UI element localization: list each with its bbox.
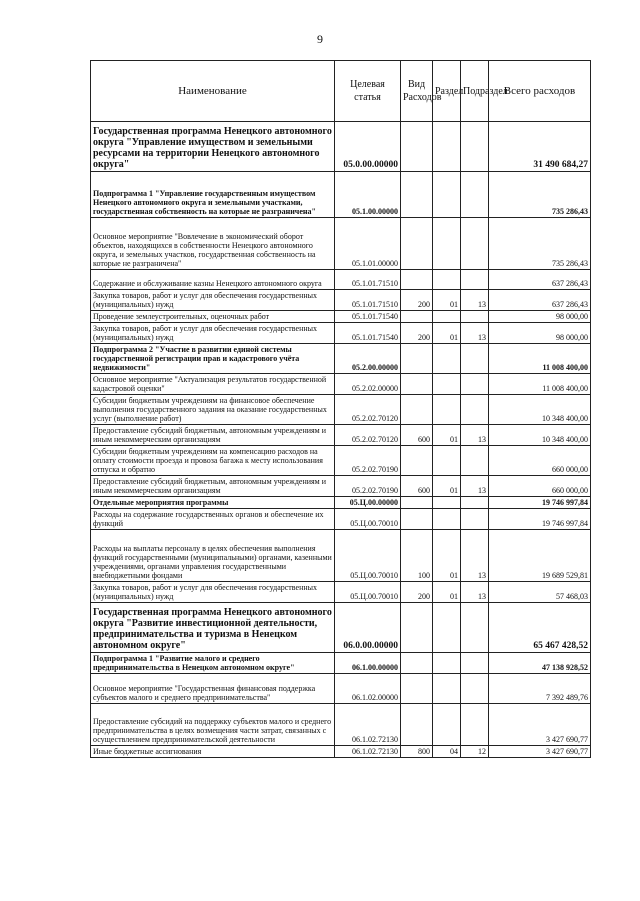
cell-podrazdel [461,653,489,674]
cell-vid: 200 [401,582,433,603]
cell-razdel: 01 [433,323,461,344]
budget-table [90,60,591,758]
table-row [91,746,591,758]
cell-code: 06.0.00.00000 [335,603,401,653]
cell-name: Государственная программа Ненецкого автономного округа "Управление имуществом и земельными ресурсами на территории Ненецкого автономного округа" [91,122,335,172]
cell-razdel [433,374,461,395]
header-vid: Вид Расходов [401,61,433,122]
table-row [91,425,591,446]
cell-name: Проведение землеустроительных, оценочных работ [91,311,335,323]
cell-podrazdel [461,704,489,746]
cell-vid [401,122,433,172]
cell-code: 06.1.02.72130 [335,746,401,758]
cell-vid [401,674,433,704]
cell-total: 660 000,00 [489,446,591,476]
cell-total: 637 286,43 [489,290,591,311]
cell-code: 05.2.02.70190 [335,446,401,476]
cell-name: Закупка товаров, работ и услуг для обеспечения государственных (муниципальных) нужд [91,323,335,344]
cell-podrazdel [461,270,489,290]
table-row [91,290,591,311]
cell-total: 10 348 400,00 [489,395,591,425]
header-total: Всего расходов [489,61,591,122]
cell-razdel [433,311,461,323]
cell-vid: 800 [401,746,433,758]
cell-code: 05.1.01.71540 [335,311,401,323]
cell-code: 05.2.02.70120 [335,395,401,425]
cell-code: 05.2.02.70190 [335,476,401,497]
cell-total: 65 467 428,52 [489,603,591,653]
cell-total: 19 746 997,84 [489,497,591,509]
table-header-row [91,61,591,122]
cell-total: 637 286,43 [489,270,591,290]
cell-code: 05.2.00.00000 [335,344,401,374]
cell-razdel [433,704,461,746]
cell-razdel [433,122,461,172]
cell-razdel [433,270,461,290]
cell-name: Отдельные мероприятия программы [91,497,335,509]
cell-razdel: 04 [433,746,461,758]
cell-total: 11 008 400,00 [489,374,591,395]
cell-name: Расходы на содержание государственных органов и обеспечение их функций [91,509,335,530]
cell-razdel [433,497,461,509]
cell-name: Предоставление субсидий бюджетным, автономным учреждениям и иным некоммерческим организациям [91,476,335,497]
cell-name: Закупка товаров, работ и услуг для обеспечения государственных (муниципальных) нужд [91,582,335,603]
cell-podrazdel [461,446,489,476]
cell-razdel [433,603,461,653]
cell-total: 10 348 400,00 [489,425,591,446]
cell-total: 660 000,00 [489,476,591,497]
cell-vid: 600 [401,425,433,446]
cell-razdel [433,509,461,530]
cell-code: 05.1.00.00000 [335,172,401,218]
table-row [91,218,591,270]
cell-vid [401,395,433,425]
table-row [91,270,591,290]
cell-podrazdel [461,674,489,704]
cell-vid [401,704,433,746]
cell-podrazdel [461,122,489,172]
cell-name: Субсидии бюджетным учреждениям на финансовое обеспечение выполнения государственного задания на оказание государственных услуг (выполнение работ) [91,395,335,425]
cell-code: 05.1.01.71540 [335,323,401,344]
cell-total: 735 286,43 [489,218,591,270]
cell-total: 735 286,43 [489,172,591,218]
cell-code: 05.Ц.00.70010 [335,582,401,603]
cell-vid [401,270,433,290]
cell-name: Содержание и обслуживание казны Ненецкого автономного округа [91,270,335,290]
cell-name: Предоставление субсидий бюджетным, автономным учреждениям и иным некоммерческим организациям [91,425,335,446]
cell-name: Государственная программа Ненецкого автономного округа "Развитие инвестиционной деятельности, предпринимательства и туризма в Ненецком автономном округе" [91,603,335,653]
cell-razdel [433,344,461,374]
cell-code: 05.1.01.00000 [335,218,401,270]
cell-vid [401,311,433,323]
cell-razdel [433,674,461,704]
cell-podrazdel [461,395,489,425]
cell-vid [401,509,433,530]
cell-razdel [433,395,461,425]
cell-razdel: 01 [433,425,461,446]
cell-name: Подпрограмма 1 "Развитие малого и среднего предпринимательства в Ненецком автономном округе" [91,653,335,674]
cell-code: 05.Ц.00.70010 [335,530,401,582]
header-name: Наименование [91,61,335,122]
cell-podrazdel [461,311,489,323]
cell-podrazdel [461,603,489,653]
cell-total: 7 392 489,76 [489,674,591,704]
cell-razdel [433,653,461,674]
cell-total: 47 138 928,52 [489,653,591,674]
cell-total: 3 427 690,77 [489,746,591,758]
cell-name: Основное мероприятие "Актуализация результатов государственной кадастровой оценки" [91,374,335,395]
table-row [91,476,591,497]
cell-vid [401,344,433,374]
cell-podrazdel [461,344,489,374]
cell-razdel: 01 [433,530,461,582]
cell-code: 06.1.02.00000 [335,674,401,704]
cell-razdel: 01 [433,582,461,603]
cell-vid [401,653,433,674]
page-number: 9 [317,32,323,46]
cell-razdel [433,172,461,218]
cell-total: 31 490 684,27 [489,122,591,172]
cell-code: 05.Ц.00.00000 [335,497,401,509]
cell-vid [401,218,433,270]
cell-code: 05.2.02.00000 [335,374,401,395]
cell-podrazdel [461,374,489,395]
cell-total: 19 746 997,84 [489,509,591,530]
cell-podrazdel: 13 [461,323,489,344]
cell-razdel [433,218,461,270]
cell-podrazdel: 13 [461,425,489,446]
table-row [91,674,591,704]
cell-total: 98 000,00 [489,311,591,323]
cell-podrazdel: 13 [461,530,489,582]
table-row [91,603,591,653]
cell-code: 05.1.01.71510 [335,270,401,290]
cell-razdel: 01 [433,476,461,497]
cell-total: 19 689 529,81 [489,530,591,582]
table-row [91,582,591,603]
cell-name: Основное мероприятие "Вовлечение в экономический оборот объектов, находящихся в собственности Ненецкого автономного округа, и земельных участков, государственная собственность на которые не разграничена" [91,218,335,270]
table-row [91,172,591,218]
cell-podrazdel: 12 [461,746,489,758]
table-row [91,395,591,425]
cell-code: 05.Ц.00.70010 [335,509,401,530]
cell-name: Подпрограмма 2 "Участие в развитии единой системы государственной регистрации прав и кадастрового учёта недвижимости" [91,344,335,374]
cell-podrazdel [461,218,489,270]
table-row [91,530,591,582]
cell-podrazdel [461,497,489,509]
cell-code: 06.1.02.72130 [335,704,401,746]
cell-razdel [433,446,461,476]
cell-name: Предоставление субсидий на поддержку субъектов малого и среднего предпринимательства в целях возмещения части затрат, связанных с осуществлением предпринимательской деятельности [91,704,335,746]
header-podrazdel: Подраздел [461,61,489,122]
cell-podrazdel [461,509,489,530]
cell-vid: 200 [401,290,433,311]
cell-podrazdel [461,172,489,218]
cell-vid: 600 [401,476,433,497]
cell-code: 05.2.02.70120 [335,425,401,446]
cell-total: 3 427 690,77 [489,704,591,746]
table-row [91,374,591,395]
cell-code: 05.1.01.71510 [335,290,401,311]
table-row [91,704,591,746]
table-row [91,323,591,344]
cell-vid [401,446,433,476]
cell-razdel: 01 [433,290,461,311]
cell-code: 06.1.00.00000 [335,653,401,674]
cell-podrazdel: 13 [461,582,489,603]
cell-podrazdel: 13 [461,476,489,497]
cell-name: Расходы на выплаты персоналу в целях обеспечения выполнения функций государственными (муниципальными) органами, казенными учреждениями, органами управления государственными внебюджетными фондами [91,530,335,582]
cell-total: 98 000,00 [489,323,591,344]
header-code: Целевая статья [335,61,401,122]
table-row [91,509,591,530]
cell-vid: 100 [401,530,433,582]
cell-total: 11 008 400,00 [489,344,591,374]
cell-vid [401,172,433,218]
table-row [91,653,591,674]
cell-name: Основное мероприятие "Государственная финансовая поддержка субъектов малого и среднего предпринимательства" [91,674,335,704]
table-row [91,311,591,323]
cell-name: Субсидии бюджетным учреждениям на компенсацию расходов на оплату стоимости проезда и провоза багажа к месту использования отпуска и обратно [91,446,335,476]
table-row [91,497,591,509]
cell-name: Закупка товаров, работ и услуг для обеспечения государственных (муниципальных) нужд [91,290,335,311]
cell-vid [401,603,433,653]
table-row [91,344,591,374]
cell-total: 57 468,03 [489,582,591,603]
table-row [91,122,591,172]
cell-code: 05.0.00.00000 [335,122,401,172]
cell-name: Иные бюджетные ассигнования [91,746,335,758]
cell-vid [401,374,433,395]
cell-vid: 200 [401,323,433,344]
cell-vid [401,497,433,509]
cell-podrazdel: 13 [461,290,489,311]
cell-name: Подпрограмма 1 "Управление государственным имуществом Ненецкого автономного округа и земельными участками, государственная собственность на которые не разграничена" [91,172,335,218]
header-razdel: Раздел [433,61,461,122]
table-row [91,446,591,476]
